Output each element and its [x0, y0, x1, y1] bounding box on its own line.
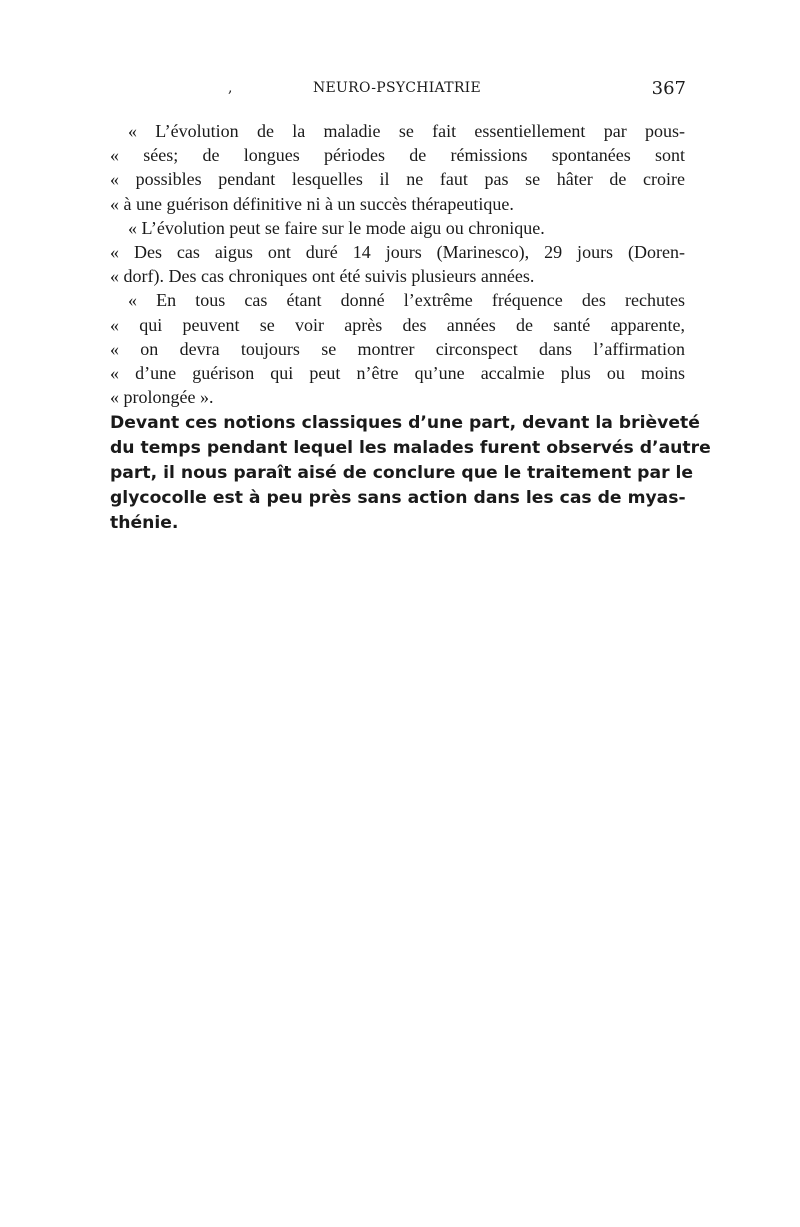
page-body [110, 119, 711, 536]
conclusion-line: du temps pendant lequel les malades furent observés d’autre [110, 438, 711, 459]
running-title: NEURO-PSYCHIATRIE [312, 80, 482, 96]
quote-line: « prolongée ». [110, 387, 214, 408]
page-number: 367 [651, 78, 686, 99]
conclusion-line: glycocolle est à peu près sans action dans les cas de myas- [110, 488, 686, 509]
quoted-paragraph [110, 119, 685, 409]
quote-line: « d’une guérison qui peut n’être qu’une accalmie plus ou moins [110, 362, 685, 383]
quote-line: « L’évolution peut se faire sur le mode aigu ou chronique. [128, 217, 545, 238]
conclusion-line: thénie. [110, 513, 179, 534]
quote-line: « on devra toujours se montrer circonspect dans l’affirmation [110, 338, 685, 359]
quote-line: « L’évolution de la maladie se fait essentiellement par pous- [128, 121, 685, 141]
conclusion-line: Devant ces notions classiques d’une part, devant la brièveté [110, 413, 700, 434]
quote-line: « En tous cas étant donné l’extrême fréquence des rechutes [128, 290, 685, 311]
quote-line: « qui peuvent se voir après des années de santé apparente, [110, 314, 685, 335]
quote-line: « à une guérison définitive ni à un succès thérapeutique. [110, 193, 514, 214]
conclusion-line: part, il nous paraît aisé de conclure que le traitement par le [110, 463, 694, 484]
quote-line: « dorf). Des cas chroniques ont été suivis plusieurs années. [110, 266, 535, 287]
conclusion-paragraph [110, 411, 711, 536]
quote-line: « Des cas aigus ont duré 14 jours (Marinesco), 29 jours (Doren- [110, 241, 685, 262]
header-mark: , [228, 80, 233, 96]
quote-line: « possibles pendant lesquelles il ne faut pas se hâter de croire [110, 169, 685, 190]
quote-line: « sées; de longues périodes de rémissions spontanées sont [110, 145, 685, 166]
running-head [108, 78, 686, 100]
